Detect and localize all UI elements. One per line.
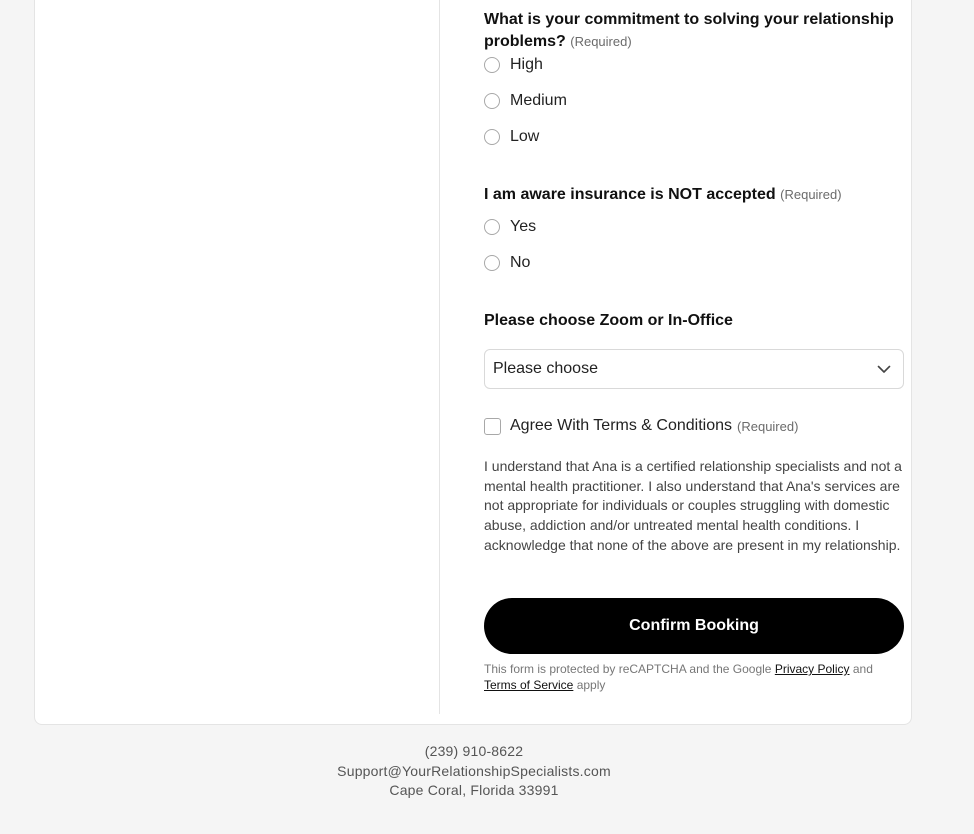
commitment-question <box>484 9 904 53</box>
chevron-down-icon <box>877 362 891 376</box>
page-footer <box>0 742 948 801</box>
terms-disclaimer: I understand that Ana is a certified relationship specialists and not a mental health practitioner. I also understand that Ana's services are not appropriate for individuals or couples struggling with domestic abuse, addiction and/or untreated mental health conditions. I acknowledge that none of the above are present in my relationship. <box>484 458 902 553</box>
footer-phone: (239) 910-8622 <box>424 743 524 759</box>
recaptcha-and: and <box>852 662 873 676</box>
recaptcha-prefix: This form is protected by reCAPTCHA and the Google <box>484 662 772 676</box>
radio-option-low[interactable] <box>484 127 539 147</box>
radio-option-yes[interactable] <box>484 217 536 237</box>
location-select[interactable] <box>484 349 904 389</box>
radio-label: Yes <box>510 218 537 235</box>
radio-button[interactable] <box>484 57 500 73</box>
radio-option-high[interactable] <box>484 55 543 75</box>
footer-address: Cape Coral, Florida 33991 <box>389 782 559 799</box>
radio-button[interactable] <box>484 255 500 271</box>
terms-checkbox[interactable] <box>484 418 501 435</box>
required-marker: (Required) <box>737 418 799 434</box>
radio-label: High <box>510 56 543 73</box>
commitment-question-text: What is your commitment to solving your relationship problems? <box>484 11 894 50</box>
confirm-booking-button[interactable]: Confirm Booking <box>484 598 904 654</box>
radio-button[interactable] <box>484 219 500 235</box>
insurance-question-text: I am aware insurance is NOT accepted <box>484 186 776 203</box>
radio-button[interactable] <box>484 129 500 145</box>
location-question <box>484 310 904 332</box>
radio-label: Low <box>510 128 540 145</box>
required-marker: (Required) <box>570 34 632 49</box>
location-question-text: Please choose Zoom or In-Office <box>484 312 733 329</box>
column-divider <box>439 0 440 714</box>
radio-label: No <box>510 254 531 271</box>
footer-email: Support@YourRelationshipSpecialists.com <box>337 762 611 779</box>
terms-label: Agree With Terms & Conditions <box>510 417 733 434</box>
terms-of-service-link[interactable]: Terms of Service <box>484 678 574 692</box>
radio-option-no[interactable] <box>484 253 530 273</box>
insurance-question <box>484 184 904 206</box>
recaptcha-notice <box>484 661 904 693</box>
radio-label: Medium <box>510 92 567 109</box>
booking-card <box>34 0 912 725</box>
required-marker: (Required) <box>780 187 842 202</box>
radio-button[interactable] <box>484 93 500 109</box>
recaptcha-suffix: apply <box>576 678 606 692</box>
select-value: Please choose <box>493 360 598 377</box>
radio-option-medium[interactable] <box>484 91 567 111</box>
privacy-policy-link[interactable]: Privacy Policy <box>774 662 850 676</box>
terms-checkbox-row[interactable] <box>484 416 798 436</box>
